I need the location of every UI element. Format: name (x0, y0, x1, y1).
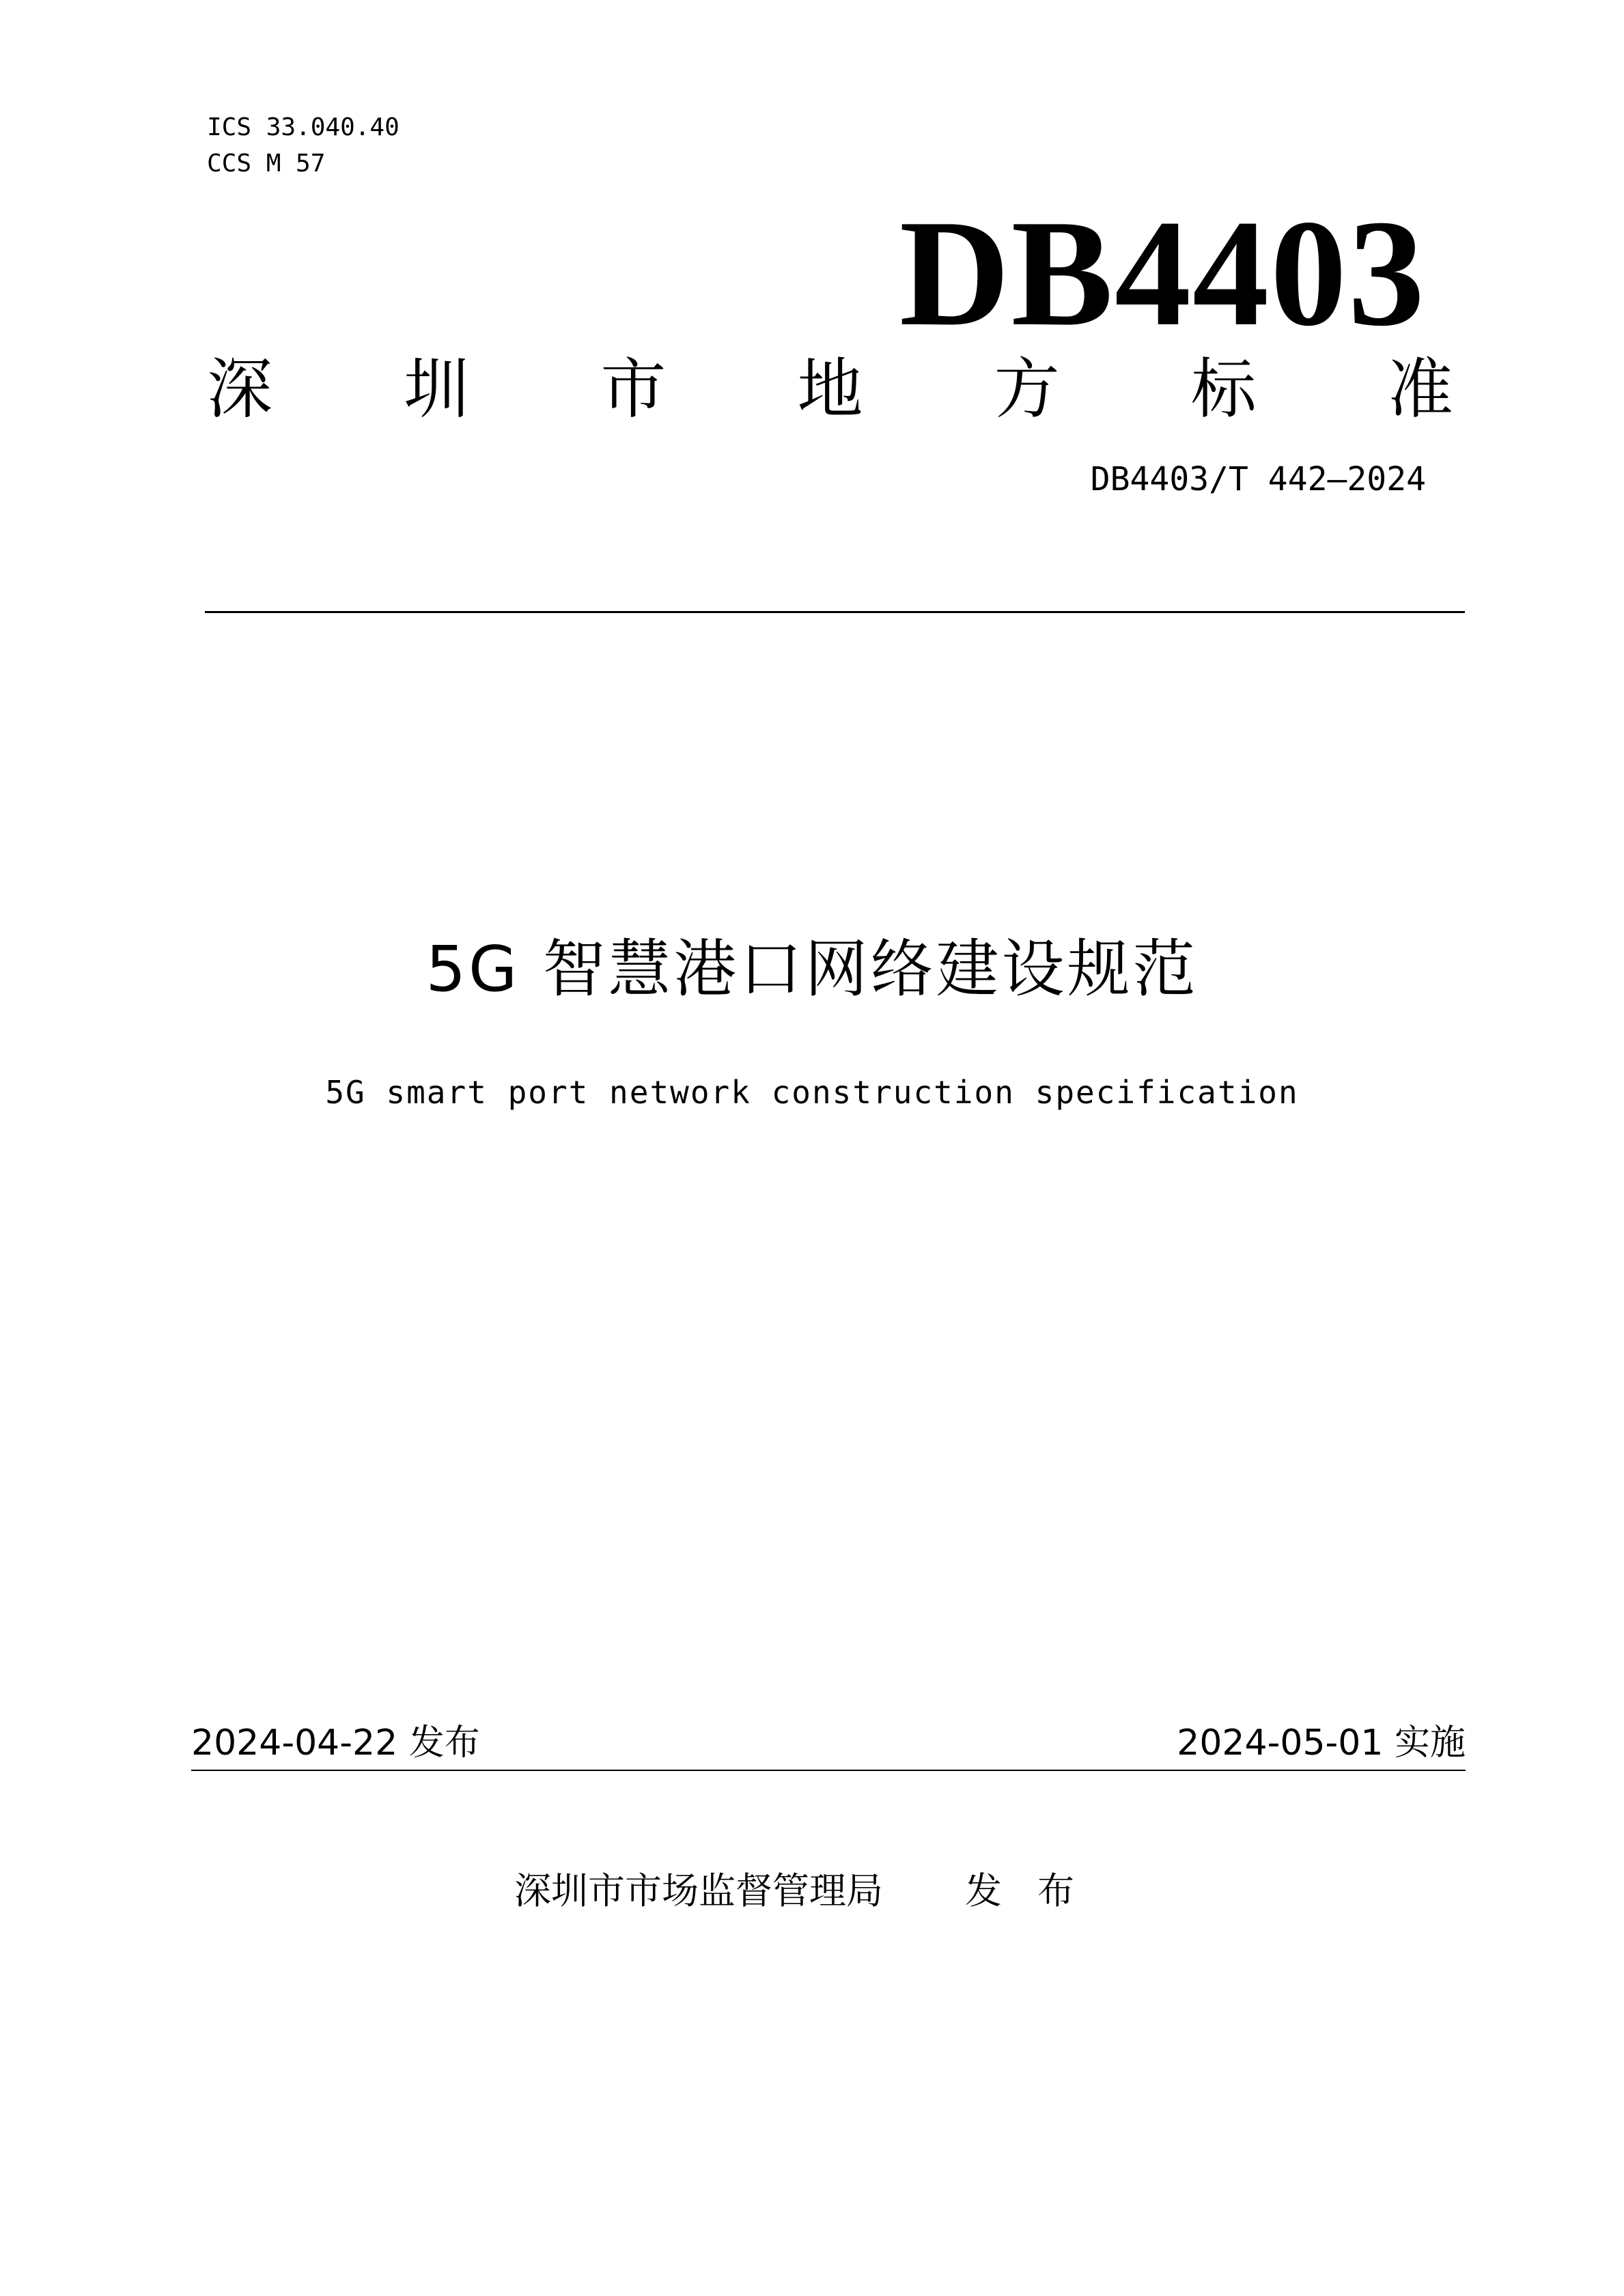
implement-date: 2024-05-01 实施 (1177, 1723, 1466, 1763)
standard-type-char: 方 (994, 351, 1060, 427)
standard-type-char: 圳 (404, 351, 470, 427)
issuer-name: 深圳市市场监督管理局 (514, 1869, 883, 1912)
document-title-chinese: 5G 智慧港口网络建设规范 (425, 933, 1199, 1006)
ccs-code: CCS M 57 (207, 150, 326, 178)
publish-date: 2024-04-22 发布 (191, 1723, 480, 1763)
standard-type-char: 准 (1387, 351, 1453, 427)
standard-type-char: 市 (600, 351, 667, 427)
date-divider (191, 1770, 1466, 1771)
header-divider (205, 611, 1465, 613)
document-title-english: 5G smart port network construction specification (325, 1074, 1299, 1111)
ics-code: ICS 33.040.40 (207, 113, 400, 141)
db-code-logo: DB4403 (899, 188, 1426, 358)
standard-type-char: 标 (1190, 351, 1257, 427)
standard-type-heading (207, 348, 1453, 430)
standard-number: DB4403/T 442—2024 (1090, 460, 1426, 498)
issuer-action: 发布 (965, 1869, 1110, 1912)
standard-type-char: 地 (797, 351, 863, 427)
standard-type-char: 深 (207, 351, 272, 427)
issuer-line (0, 1867, 1624, 1915)
